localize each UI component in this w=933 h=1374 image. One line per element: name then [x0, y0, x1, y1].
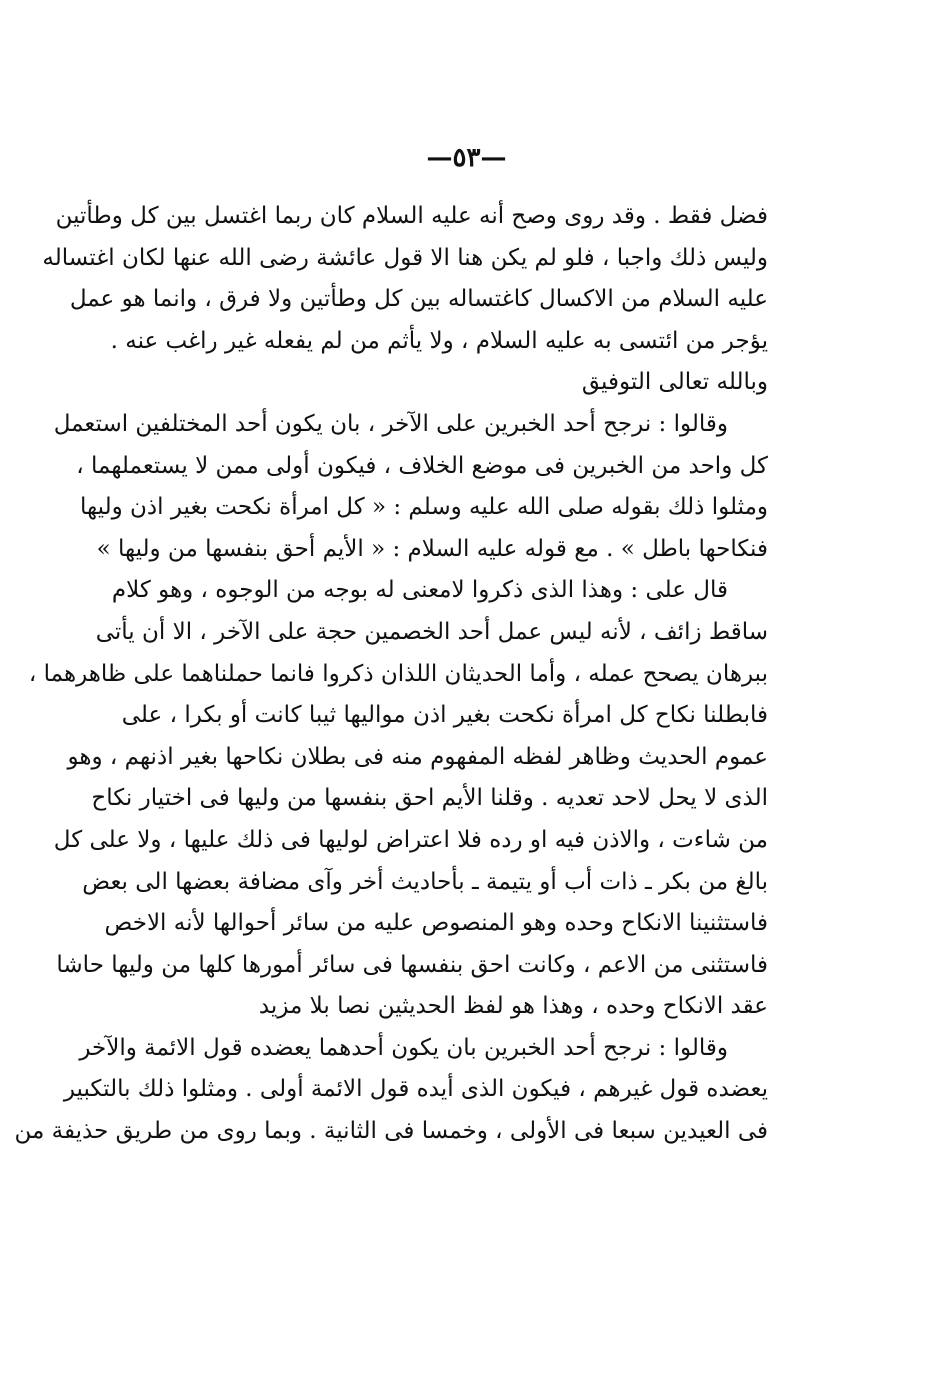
text-line: قال على : وهذا الذى ذكروا لامعنى له بوجه من الوجوه ، وهو كلام — [111, 577, 728, 604]
text-line: فابطلنا نكاح كل امرأة نكحت بغير اذن مواليها ثيبا كانت أو بكرا ، على — [121, 702, 768, 729]
text-line: عليه السلام من الاكسال كاغتساله بين كل وطأتين ولا فرق ، وانما هو عمل — [69, 286, 768, 313]
body-text — [14, 196, 768, 1153]
text-line: وقالوا : نرجح أحد الخبرين بان يكون أحدهما يعضده قول الائمة والآخر — [79, 1034, 728, 1061]
text-line: وليس ذلك واجبا ، فلو لم يكن هنا الا قول عائشة رضى الله عنها لكان اغتساله — [42, 244, 768, 271]
text-line: الذى لا يحل لاحد تعديه . وقلنا الأيم احق بنفسها من وليها فى اختيار نكاح — [91, 785, 768, 812]
text-line: فاستثنى من الاعم ، وكانت احق بنفسها فى سائر أمورها كلها من وليها حاشا — [56, 951, 768, 978]
text-line: فنكاحها باطل » . مع قوله عليه السلام : « الأيم أحق بنفسها من وليها » — [96, 535, 768, 562]
text-line: ساقط زائف ، لأنه ليس عمل أحد الخصمين حجة على الآخر ، الا أن يأتى — [95, 618, 768, 645]
text-line: من شاءت ، والاذن فيه او رده فلا اعتراض لوليها فى ذلك عليها ، ولا على كل — [53, 826, 768, 853]
text-line: فى العيدين سبعا فى الأولى ، وخمسا فى الثانية . وبما روى من طريق حذيفة من — [14, 1118, 768, 1145]
text-line: كل واحد من الخبرين فى موضع الخلاف ، فيكون أولى ممن لا يستعملهما ، — [76, 452, 768, 479]
text-line: عقد الانكاح وحده ، وهذا هو لفظ الحديثين نصا بلا مزيد — [258, 993, 768, 1020]
text-line: بالغ من بكر ـ ذات أب أو يتيمة ـ بأحاديث أخر وآى مضافة بعضها الى بعض — [82, 868, 768, 895]
text-line: ومثلوا ذلك بقوله صلى الله عليه وسلم : « كل امرأة نكحت بغير اذن وليها — [80, 494, 768, 521]
text-line: يؤجر من ائتسى به عليه السلام ، ولا يأثم من لم يفعله غير راغب عنه . — [110, 327, 768, 354]
text-line: ببرهان يصحح عمله ، وأما الحديثان اللذان ذكروا فانما حملناهما على ظاهرهما ، — [28, 660, 768, 687]
page-number: —٥٣— — [426, 143, 507, 173]
text-line: وقالوا : نرجح أحد الخبرين على الآخر ، بان يكون أحد المختلفين استعمل — [53, 410, 728, 437]
text-line: فضل فقط . وقد روى وصح أنه عليه السلام كان ربما اغتسل بين كل وطأتين — [55, 203, 768, 229]
text-line: فاستثنينا الانكاح وحده وهو المنصوص عليه من سائر أحوالها لأنه الاخص — [104, 910, 768, 937]
text-line: يعضده قول غيرهم ، فيكون الذى أيده قول الائمة أولى . ومثلوا ذلك بالتكبير — [63, 1076, 768, 1103]
text-line: عموم الحديث وظاهر لفظه المفهوم منه فى بطلان نكاحها بغير اذنهم ، وهو — [67, 743, 768, 770]
text-line: وبالله تعالى التوفيق — [581, 369, 768, 396]
